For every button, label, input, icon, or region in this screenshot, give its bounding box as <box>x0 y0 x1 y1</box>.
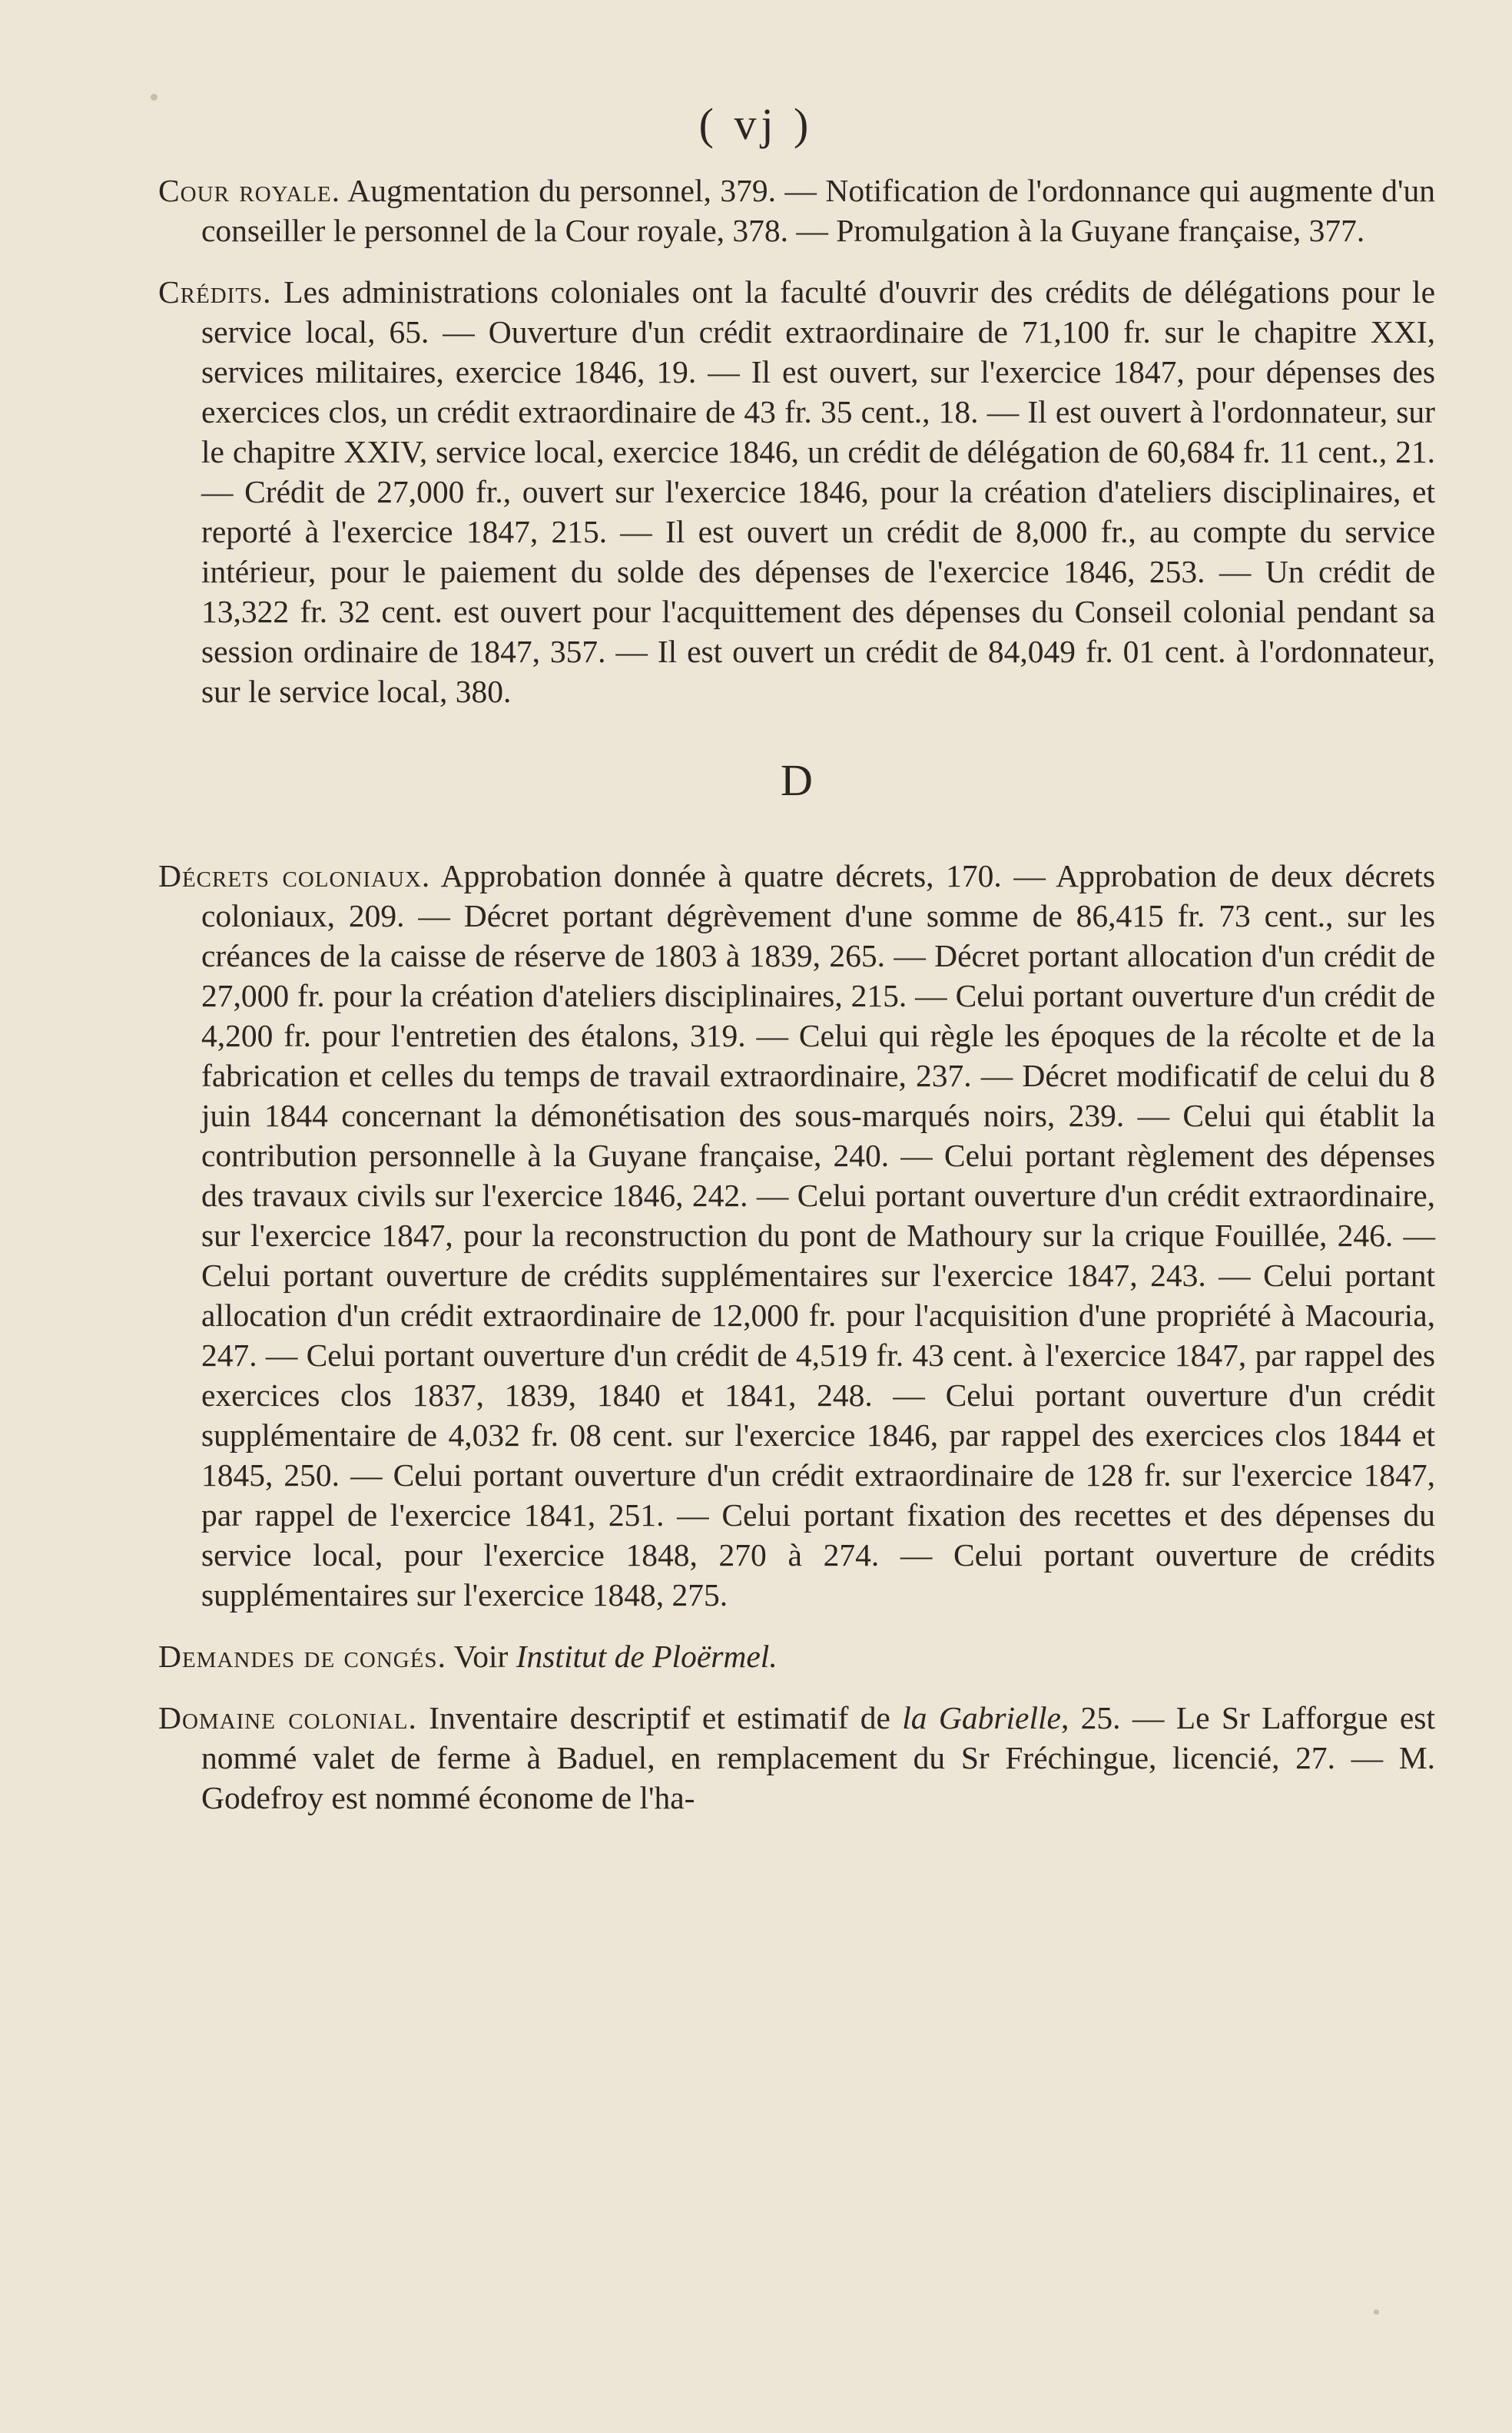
entry-heading: Crédits. <box>158 274 272 310</box>
entry-heading: Cour royale. <box>158 173 341 208</box>
entry-italic-name: la Gabrielle <box>902 1700 1061 1735</box>
index-entry-demandes-de-conges <box>158 1636 1435 1676</box>
entry-cross-reference: Institut de Ploërmel. <box>516 1639 778 1674</box>
entry-heading: Domaine colonial. <box>158 1700 417 1735</box>
entry-text: , 25. — Le Sr Lafforgue est nommé valet de ferme à Baduel, en remplacement du Sr Fréchingue, licencié, 27. — M. Godefroy est nommé économe de l'ha- <box>201 1700 1435 1815</box>
entry-text-lead: Inventaire descriptif et estimatif de <box>416 1700 903 1735</box>
index-entry-domaine-colonial <box>158 1698 1435 1818</box>
index-text-column <box>158 171 1435 1839</box>
entry-text: Approbation donnée à quatre décrets, 170. — Approbation de deux décrets coloniaux, 209. — Décret portant dégrèvement d'une somme de 86,415 fr. 73 cent., sur les créances de la caisse de réserve de 1803 à 1839, 265. — Décret portant allocation d'un crédit de 27,000 fr. pour la création d'ateliers disciplinaires, 215. — Celui portant ouverture d'un crédit de 4,200 fr. pour l'entretien des étalons, 319. — Celui qui règle les époques de la récolte et de la fabrication et celles du temps de travail extraordinaire, 237. — Décret modificatif de celui du 8 juin 1844 concernant la démonétisation des sous-marqués noirs, 239. — Celui qui établit la contribution personnelle à la Guyane française, 240. — Celui portant règlement des dépenses des travaux civils sur l'exercice 1846, 242. — Celui portant ouverture d'un crédit extraordinaire, sur l'exercice 1847, pour la reconstruction du pont de Mathoury sur la crique Fouillée, 246. — Celui portant ouverture de crédits supplémentaires sur l'exercice 1847, 243. — Celui portant allocation d'un crédit extraordinaire de 12,000 fr. pour l'acquisition d'une propriété à Macouria, 247. — Celui portant ouverture d'un crédit de 4,519 fr. 43 cent. à l'exercice 1847, par rappel des exercices clos 1837, 1839, 1840 et 1841, 248. — Celui portant ouverture d'un crédit supplémentaire de 4,032 fr. 08 cent. sur l'exercice 1846, par rappel des exercices clos 1844 et 1845, 250. — Celui portant ouverture d'un crédit extraordinaire de 128 fr. sur l'exercice 1847, par rappel de l'exercice 1841, 251. — Celui portant fixation des recettes et des dépenses du service local, pour l'exercice 1848, 270 à 274. — Celui portant ouverture de crédits supplémentaires sur l'exercice 1848, 275. <box>201 858 1435 1613</box>
section-letter: D <box>781 755 813 805</box>
paper-spot <box>1374 2309 1379 2315</box>
entry-text-lead: Voir <box>446 1639 516 1674</box>
index-entry-decrets-coloniaux <box>158 856 1435 1615</box>
entry-text: Les administrations coloniales ont la faculté d'ouvrir des crédits de délégations pour le service local, 65. — Ouverture d'un crédit extraordinaire de 71,100 fr. sur le chapitre XXI, services militaires, exercice 1846, 19. — Il est ouvert, sur l'exercice 1847, pour dépenses des exercices clos, un crédit extraordinaire de 43 fr. 35 cent., 18. — Il est ouvert à l'ordonnateur, sur le chapitre XXIV, service local, exercice 1846, un crédit de délégation de 60,684 fr. 11 cent., 21. — Crédit de 27,000 fr., ouvert sur l'exercice 1846, pour la création d'ateliers disciplinaires, et reporté à l'exercice 1847, 215. — Il est ouvert un crédit de 8,000 fr., au compte du service intérieur, pour le paiement du solde des dépenses de l'exercice 1846, 253. — Un crédit de 13,322 fr. 32 cent. est ouvert pour l'acquittement des dépenses du Conseil colonial pendant sa session ordinaire de 1847, 357. — Il est ouvert un crédit de 84,049 fr. 01 cent. à l'ordonnateur, sur le service local, 380. <box>201 274 1435 709</box>
entry-heading: Décrets coloniaux. <box>158 858 431 893</box>
entry-heading: Demandes de congés. <box>158 1639 446 1674</box>
page-number: ( vj ) <box>698 99 814 149</box>
entry-text: Augmentation du personnel, 379. — Notification de l'ordonnance qui augmente d'un conseiller le personnel de la Cour royale, 378. — Promulgation à la Guyane française, 377. <box>201 173 1436 248</box>
index-entry-cour-royale <box>158 171 1435 250</box>
index-entry-credits <box>158 272 1435 711</box>
